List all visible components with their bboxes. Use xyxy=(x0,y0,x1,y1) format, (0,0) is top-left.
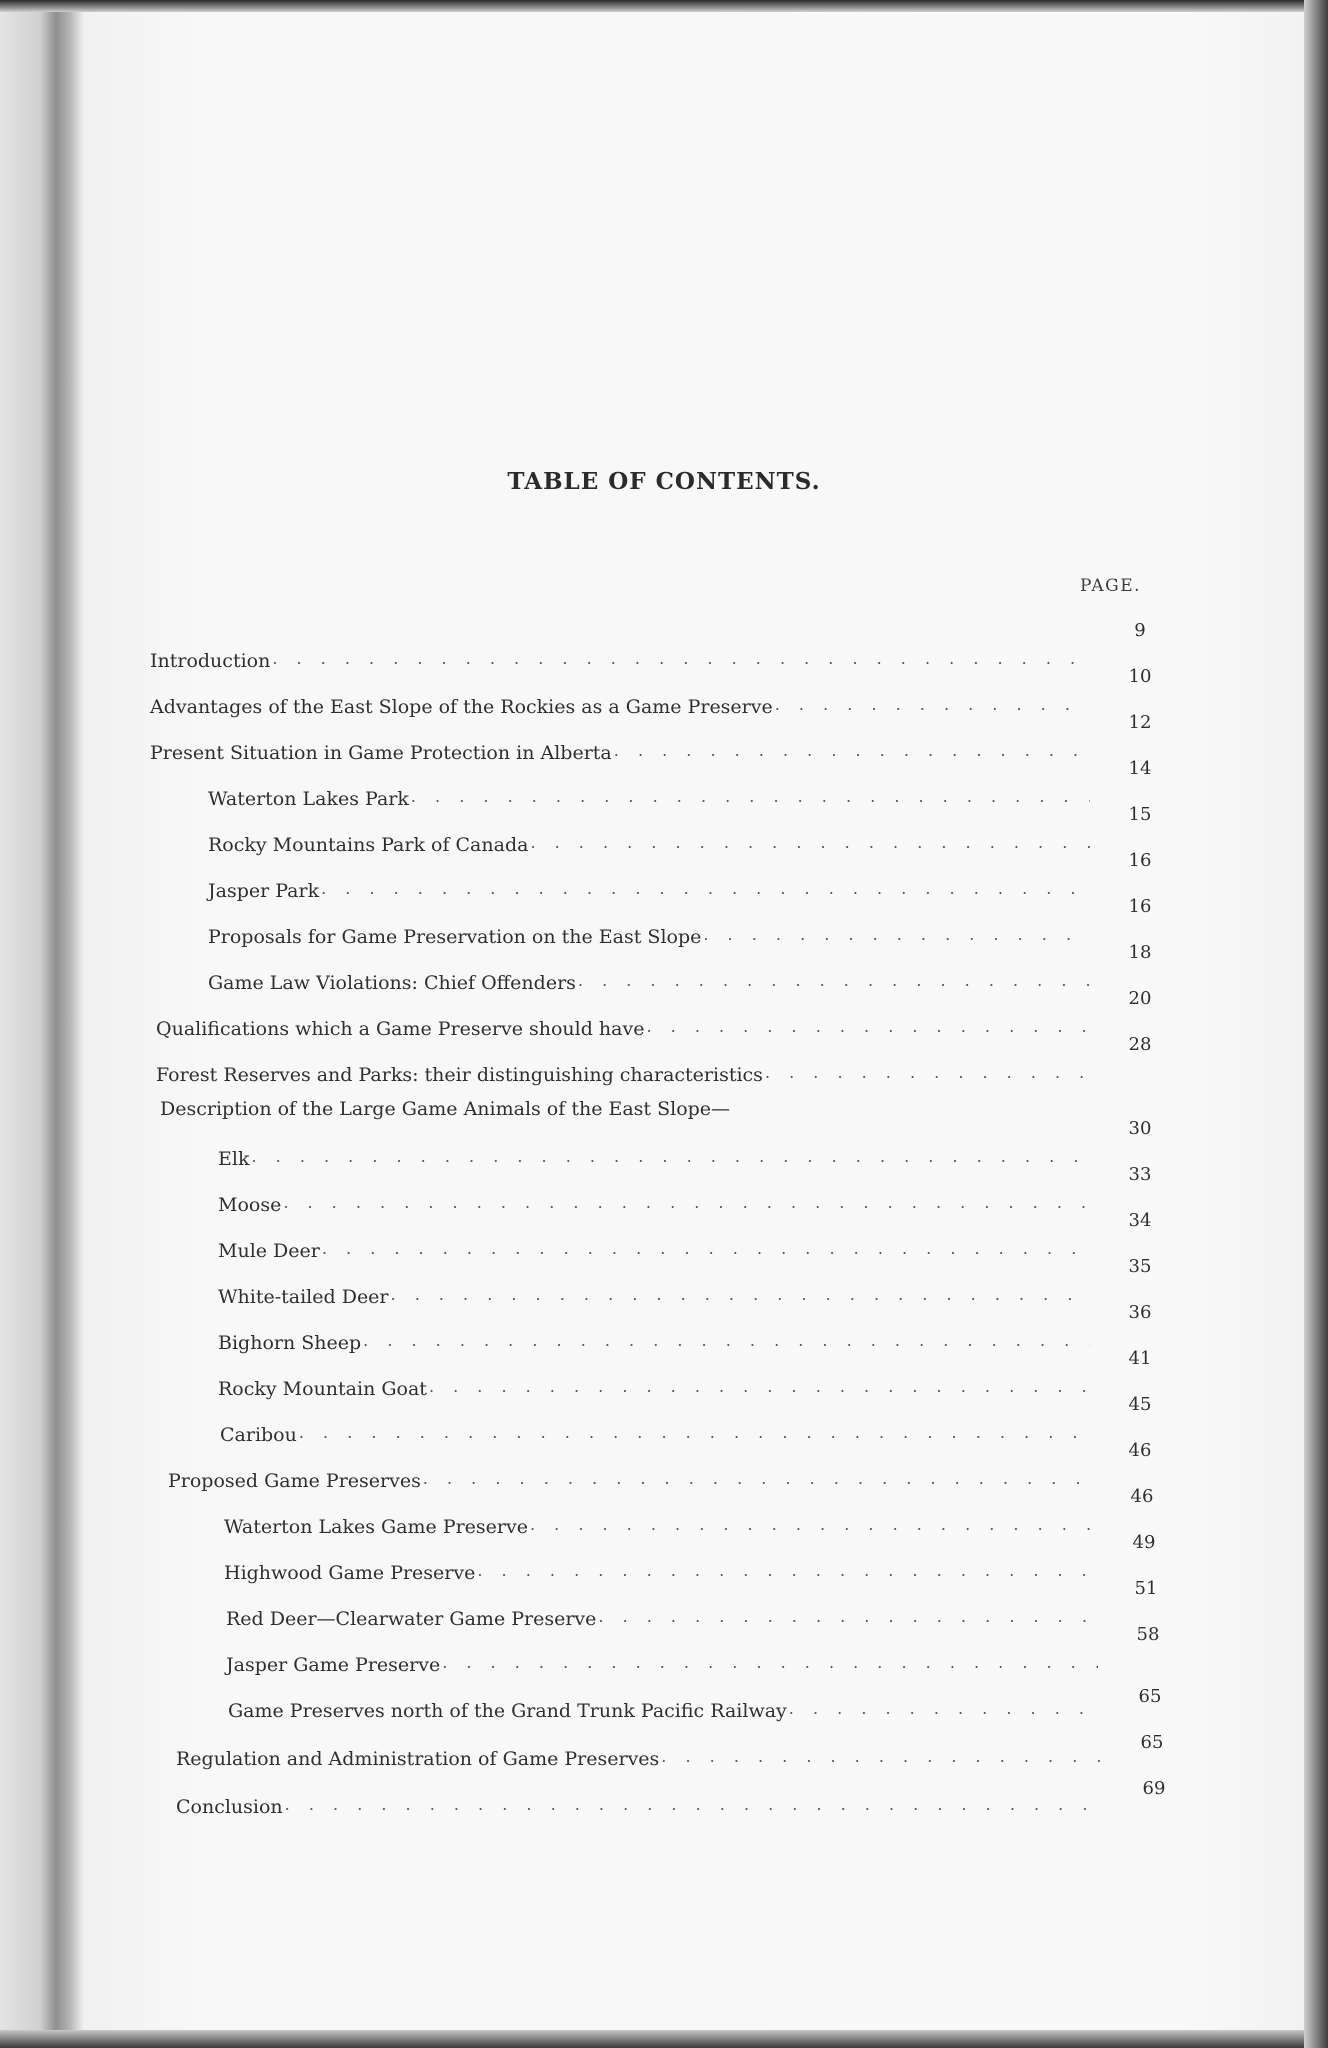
leader-dots xyxy=(391,1285,1090,1308)
toc-entry-label: Regulation and Administration of Game Preserves xyxy=(176,1748,660,1770)
leader-dots xyxy=(646,1017,1090,1040)
toc-entry xyxy=(218,1232,1096,1262)
toc-entry xyxy=(226,1600,1102,1630)
leader-dots xyxy=(789,1699,1100,1722)
toc-entry xyxy=(176,1788,1110,1818)
leader-dots xyxy=(363,1331,1090,1354)
leader-dots xyxy=(598,1607,1096,1630)
leader-dots xyxy=(765,1063,1090,1086)
leader-dots xyxy=(429,1377,1090,1400)
toc-page-number: 49 xyxy=(1132,1532,1156,1553)
toc-entry-label: Advantages of the East Slope of the Rockies as a Game Preserve xyxy=(150,696,773,718)
toc-page-number: 9 xyxy=(1134,620,1146,641)
toc-page-number: 35 xyxy=(1128,1256,1152,1277)
toc-entry-label: Conclusion xyxy=(176,1796,283,1818)
toc-entry xyxy=(150,688,1096,718)
toc-entry xyxy=(218,1370,1096,1400)
page-column-heading: PAGE. xyxy=(1080,576,1142,596)
toc-page-number: 28 xyxy=(1128,1034,1152,1055)
toc-entry-label: Proposed Game Preserves xyxy=(168,1470,421,1492)
toc-entry-label: Game Preserves north of the Grand Trunk Pacific Railway xyxy=(228,1700,787,1722)
page-title: TABLE OF CONTENTS. xyxy=(507,468,821,495)
toc-entry-label: Game Law Violations: Chief Offenders xyxy=(208,972,576,994)
toc-entry xyxy=(208,872,1096,902)
toc-entry xyxy=(218,1324,1096,1354)
leader-dots xyxy=(251,1147,1090,1170)
leader-dots xyxy=(578,971,1090,994)
toc-entry-label: Red Deer—Clearwater Game Preserve xyxy=(226,1608,597,1630)
toc-page-number: 10 xyxy=(1128,666,1152,687)
toc-entry xyxy=(224,1554,1100,1584)
toc-page-number: 18 xyxy=(1128,942,1152,963)
leader-dots xyxy=(423,1469,1090,1492)
leader-dots xyxy=(283,1193,1090,1216)
toc-entry xyxy=(150,734,1096,764)
toc-page-number: 34 xyxy=(1128,1210,1152,1231)
toc-page-number: 16 xyxy=(1128,896,1152,917)
toc-entry-label: Jasper Game Preserve xyxy=(226,1654,441,1676)
toc-entry-label: Proposals for Game Preservation on the East Slope xyxy=(208,926,702,948)
toc-entry-label: Qualifications which a Game Preserve should have xyxy=(156,1018,645,1040)
toc-entry-label: Moose xyxy=(218,1194,282,1216)
toc-entry xyxy=(176,1740,1108,1770)
toc-entry xyxy=(156,1010,1096,1040)
toc-entry xyxy=(218,1278,1096,1308)
leader-dots xyxy=(322,1239,1090,1262)
toc-page-number: 12 xyxy=(1128,712,1152,733)
toc-page-number: 51 xyxy=(1134,1578,1158,1599)
toc-entry xyxy=(208,780,1096,810)
toc-entry-label: White-tailed Deer xyxy=(218,1286,389,1308)
toc-entry-label: Caribou xyxy=(220,1424,297,1446)
leader-dots xyxy=(285,1795,1104,1818)
toc-section-heading: Description of the Large Game Animals of the East Slope— xyxy=(160,1098,731,1120)
leader-dots xyxy=(411,787,1090,810)
toc-entry-label: Waterton Lakes Park xyxy=(208,788,409,810)
toc-entry-label: Mule Deer xyxy=(218,1240,320,1262)
toc-entry xyxy=(226,1646,1104,1676)
toc-entry-label: Introduction xyxy=(150,650,271,672)
toc-page-number: 46 xyxy=(1128,1440,1152,1461)
toc-entry-label: Jasper Park xyxy=(208,880,320,902)
toc-entry xyxy=(208,826,1096,856)
toc-page-number: 41 xyxy=(1128,1348,1152,1369)
toc-page-number: 65 xyxy=(1140,1732,1164,1753)
toc-entry-label: Rocky Mountain Goat xyxy=(218,1378,427,1400)
toc-entry xyxy=(218,1140,1096,1170)
toc-entry xyxy=(150,642,1096,672)
toc-entry-label: Forest Reserves and Parks: their distinguishing characteristics xyxy=(156,1064,763,1086)
toc-entry-label: Waterton Lakes Game Preserve xyxy=(224,1516,528,1538)
toc-page-number: 45 xyxy=(1128,1394,1152,1415)
leader-dots xyxy=(530,833,1090,856)
toc-page-number: 65 xyxy=(1138,1686,1162,1707)
toc-page-number: 14 xyxy=(1128,758,1152,779)
toc-entry xyxy=(208,918,1096,948)
toc-page-number: 69 xyxy=(1142,1778,1166,1799)
toc-page-number: 58 xyxy=(1136,1624,1160,1645)
toc-entry xyxy=(228,1692,1106,1722)
leader-dots xyxy=(614,741,1090,764)
toc-entry xyxy=(168,1462,1096,1492)
toc-page-number: 36 xyxy=(1128,1302,1152,1323)
toc-page-number: 46 xyxy=(1130,1486,1154,1507)
toc-entry-label: Bighorn Sheep xyxy=(218,1332,362,1354)
leader-dots xyxy=(775,695,1090,718)
toc-page-number: 30 xyxy=(1128,1118,1152,1139)
leader-dots xyxy=(321,879,1090,902)
toc-entry-label: Highwood Game Preserve xyxy=(224,1562,476,1584)
toc-page-number: 33 xyxy=(1128,1164,1152,1185)
toc-entry xyxy=(208,964,1096,994)
toc-entry xyxy=(218,1186,1096,1216)
toc-entry xyxy=(220,1416,1096,1446)
leader-dots xyxy=(703,925,1090,948)
toc-page-number: 20 xyxy=(1128,988,1152,1009)
toc-entry xyxy=(224,1508,1098,1538)
leader-dots xyxy=(272,649,1090,672)
leader-dots xyxy=(477,1561,1094,1584)
toc-page-number: 15 xyxy=(1128,804,1152,825)
toc-entry-label: Present Situation in Game Protection in Alberta xyxy=(150,742,612,764)
toc-entry-label: Elk xyxy=(218,1148,250,1170)
leader-dots xyxy=(442,1653,1098,1676)
leader-dots xyxy=(299,1423,1090,1446)
toc-page-number: 16 xyxy=(1128,850,1152,871)
leader-dots xyxy=(530,1515,1092,1538)
toc-entry xyxy=(156,1056,1096,1086)
leader-dots xyxy=(661,1747,1102,1770)
toc-entry-label: Rocky Mountains Park of Canada xyxy=(208,834,529,856)
